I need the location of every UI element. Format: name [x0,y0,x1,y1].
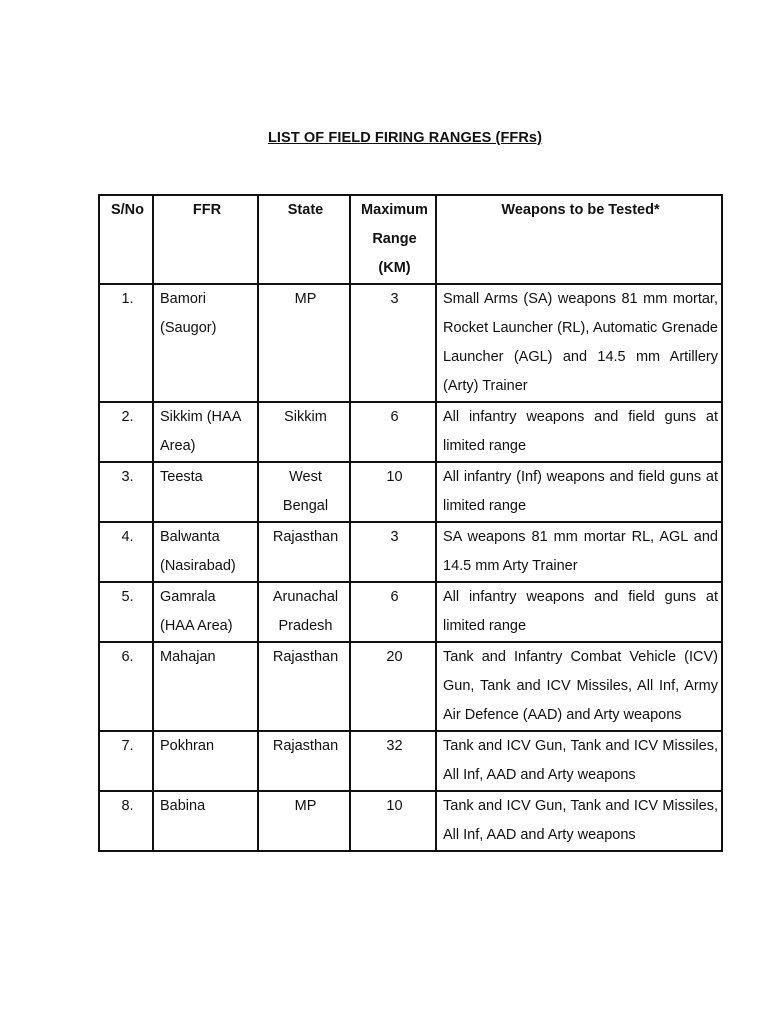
cell-state-text: Rajasthan [272,529,339,545]
cell-state [258,791,350,851]
cell-state [258,522,350,582]
cell-max-range [350,642,436,731]
cell-max-range-text: 10 [386,798,403,814]
cell-ffr [153,642,258,731]
cell-max-range-text: 6 [390,409,399,425]
cell-state [258,402,350,462]
table-row [99,284,722,402]
table-row [99,791,722,851]
cell-ffr [153,402,258,462]
cell-state-text-1: West [289,469,322,485]
cell-ffr [153,462,258,522]
cell-sno [99,402,153,462]
table-row [99,522,722,582]
cell-ffr-text-2: (Saugor) [160,320,217,336]
cell-ffr-text-1: Balwanta [160,529,220,545]
cell-weapons [436,462,722,522]
cell-max-range [350,582,436,642]
header-range-line2: Range [372,231,417,247]
table-header-row [99,195,722,284]
header-range-line1: Maximum [361,202,428,218]
cell-ffr-text-2: Area) [160,438,196,454]
cell-state [258,284,350,402]
cell-state-text: Rajasthan [272,738,339,754]
cell-sno-text: 7. [121,738,134,754]
cell-state-text: MP [294,291,317,307]
cell-weapons [436,642,722,731]
cell-state-text-1: Arunachal [272,589,339,605]
header-range-line3: (KM) [378,260,411,276]
cell-sno-text: 2. [121,409,134,425]
cell-state [258,462,350,522]
cell-max-range [350,462,436,522]
cell-state [258,582,350,642]
cell-ffr-text: Teesta [160,469,203,485]
cell-max-range [350,284,436,402]
cell-ffr-text-1: Sikkim (HAA [160,409,242,425]
table-body [99,284,722,851]
cell-state-text: Sikkim [284,409,327,425]
cell-state-text-2: Pradesh [278,618,333,634]
cell-sno-text: 5. [121,589,134,605]
cell-weapons-text: Tank and Infantry Combat Vehicle (ICV) Gun, Tank and ICV Missiles, All Inf, Army Air Defence (AAD) and Arty weapons [443,649,718,723]
header-max-range [350,195,436,284]
cell-weapons-text: All infantry weapons and field guns at limited range [443,409,718,454]
cell-weapons [436,731,722,791]
cell-ffr [153,731,258,791]
header-ffr: FFR [153,195,258,284]
cell-ffr-text-2: (Nasirabad) [160,558,236,574]
cell-sno-text: 6. [121,649,134,665]
cell-weapons [436,522,722,582]
cell-weapons [436,402,722,462]
table-row [99,402,722,462]
cell-sno [99,582,153,642]
table-row [99,642,722,731]
cell-state-text: MP [294,798,317,814]
cell-sno-text: 8. [121,798,134,814]
cell-max-range [350,731,436,791]
cell-ffr-text: Mahajan [160,649,216,665]
cell-sno-text: 1. [121,291,134,307]
header-state: State [258,195,350,284]
header-sno: S/No [99,195,153,284]
cell-max-range-text: 32 [386,738,403,754]
cell-max-range-text: 20 [386,649,403,665]
cell-weapons [436,582,722,642]
cell-ffr-text-2: (HAA Area) [160,618,233,634]
cell-ffr [153,791,258,851]
header-weapons: Weapons to be Tested* [436,195,722,284]
cell-sno [99,731,153,791]
cell-max-range-text: 3 [390,529,399,545]
cell-weapons [436,791,722,851]
cell-max-range-text: 10 [386,469,403,485]
cell-max-range-text: 3 [390,291,399,307]
cell-sno [99,462,153,522]
cell-sno [99,522,153,582]
cell-ffr-text-1: Bamori [160,291,206,307]
cell-weapons [436,284,722,402]
cell-max-range [350,402,436,462]
cell-sno-text: 3. [121,469,134,485]
cell-ffr [153,582,258,642]
cell-ffr [153,522,258,582]
table-row [99,731,722,791]
table-row [99,582,722,642]
cell-ffr-text: Babina [160,798,206,814]
cell-max-range [350,791,436,851]
cell-weapons-text: All infantry weapons and field guns at limited range [443,589,718,634]
cell-sno-text: 4. [121,529,134,545]
cell-weapons-text: SA weapons 81 mm mortar RL, AGL and 14.5 mm Arty Trainer [443,529,718,574]
cell-sno [99,642,153,731]
cell-state-text-2: Bengal [282,498,329,514]
cell-weapons-text: All infantry (Inf) weapons and field guns at limited range [443,469,718,514]
cell-weapons-text: Tank and ICV Gun, Tank and ICV Missiles, All Inf, AAD and Arty weapons [443,738,718,783]
cell-ffr-text: Pokhran [160,738,215,754]
cell-ffr-text-1: Gamrala [160,589,216,605]
ffr-table [98,194,723,852]
table-row [99,462,722,522]
cell-weapons-text: Tank and ICV Gun, Tank and ICV Missiles, All Inf, AAD and Arty weapons [443,798,718,843]
cell-max-range-text: 6 [390,589,399,605]
cell-state-text: Rajasthan [272,649,339,665]
cell-state [258,731,350,791]
cell-max-range [350,522,436,582]
cell-ffr [153,284,258,402]
cell-sno [99,791,153,851]
cell-weapons-text: Small Arms (SA) weapons 81 mm mortar, Rocket Launcher (RL), Automatic Grenade Launcher (AGL) and 14.5 mm Artillery (Arty) Trainer [443,291,718,394]
cell-sno [99,284,153,402]
cell-state [258,642,350,731]
document-title: LIST OF FIELD FIRING RANGES (FFRs) [267,130,543,146]
